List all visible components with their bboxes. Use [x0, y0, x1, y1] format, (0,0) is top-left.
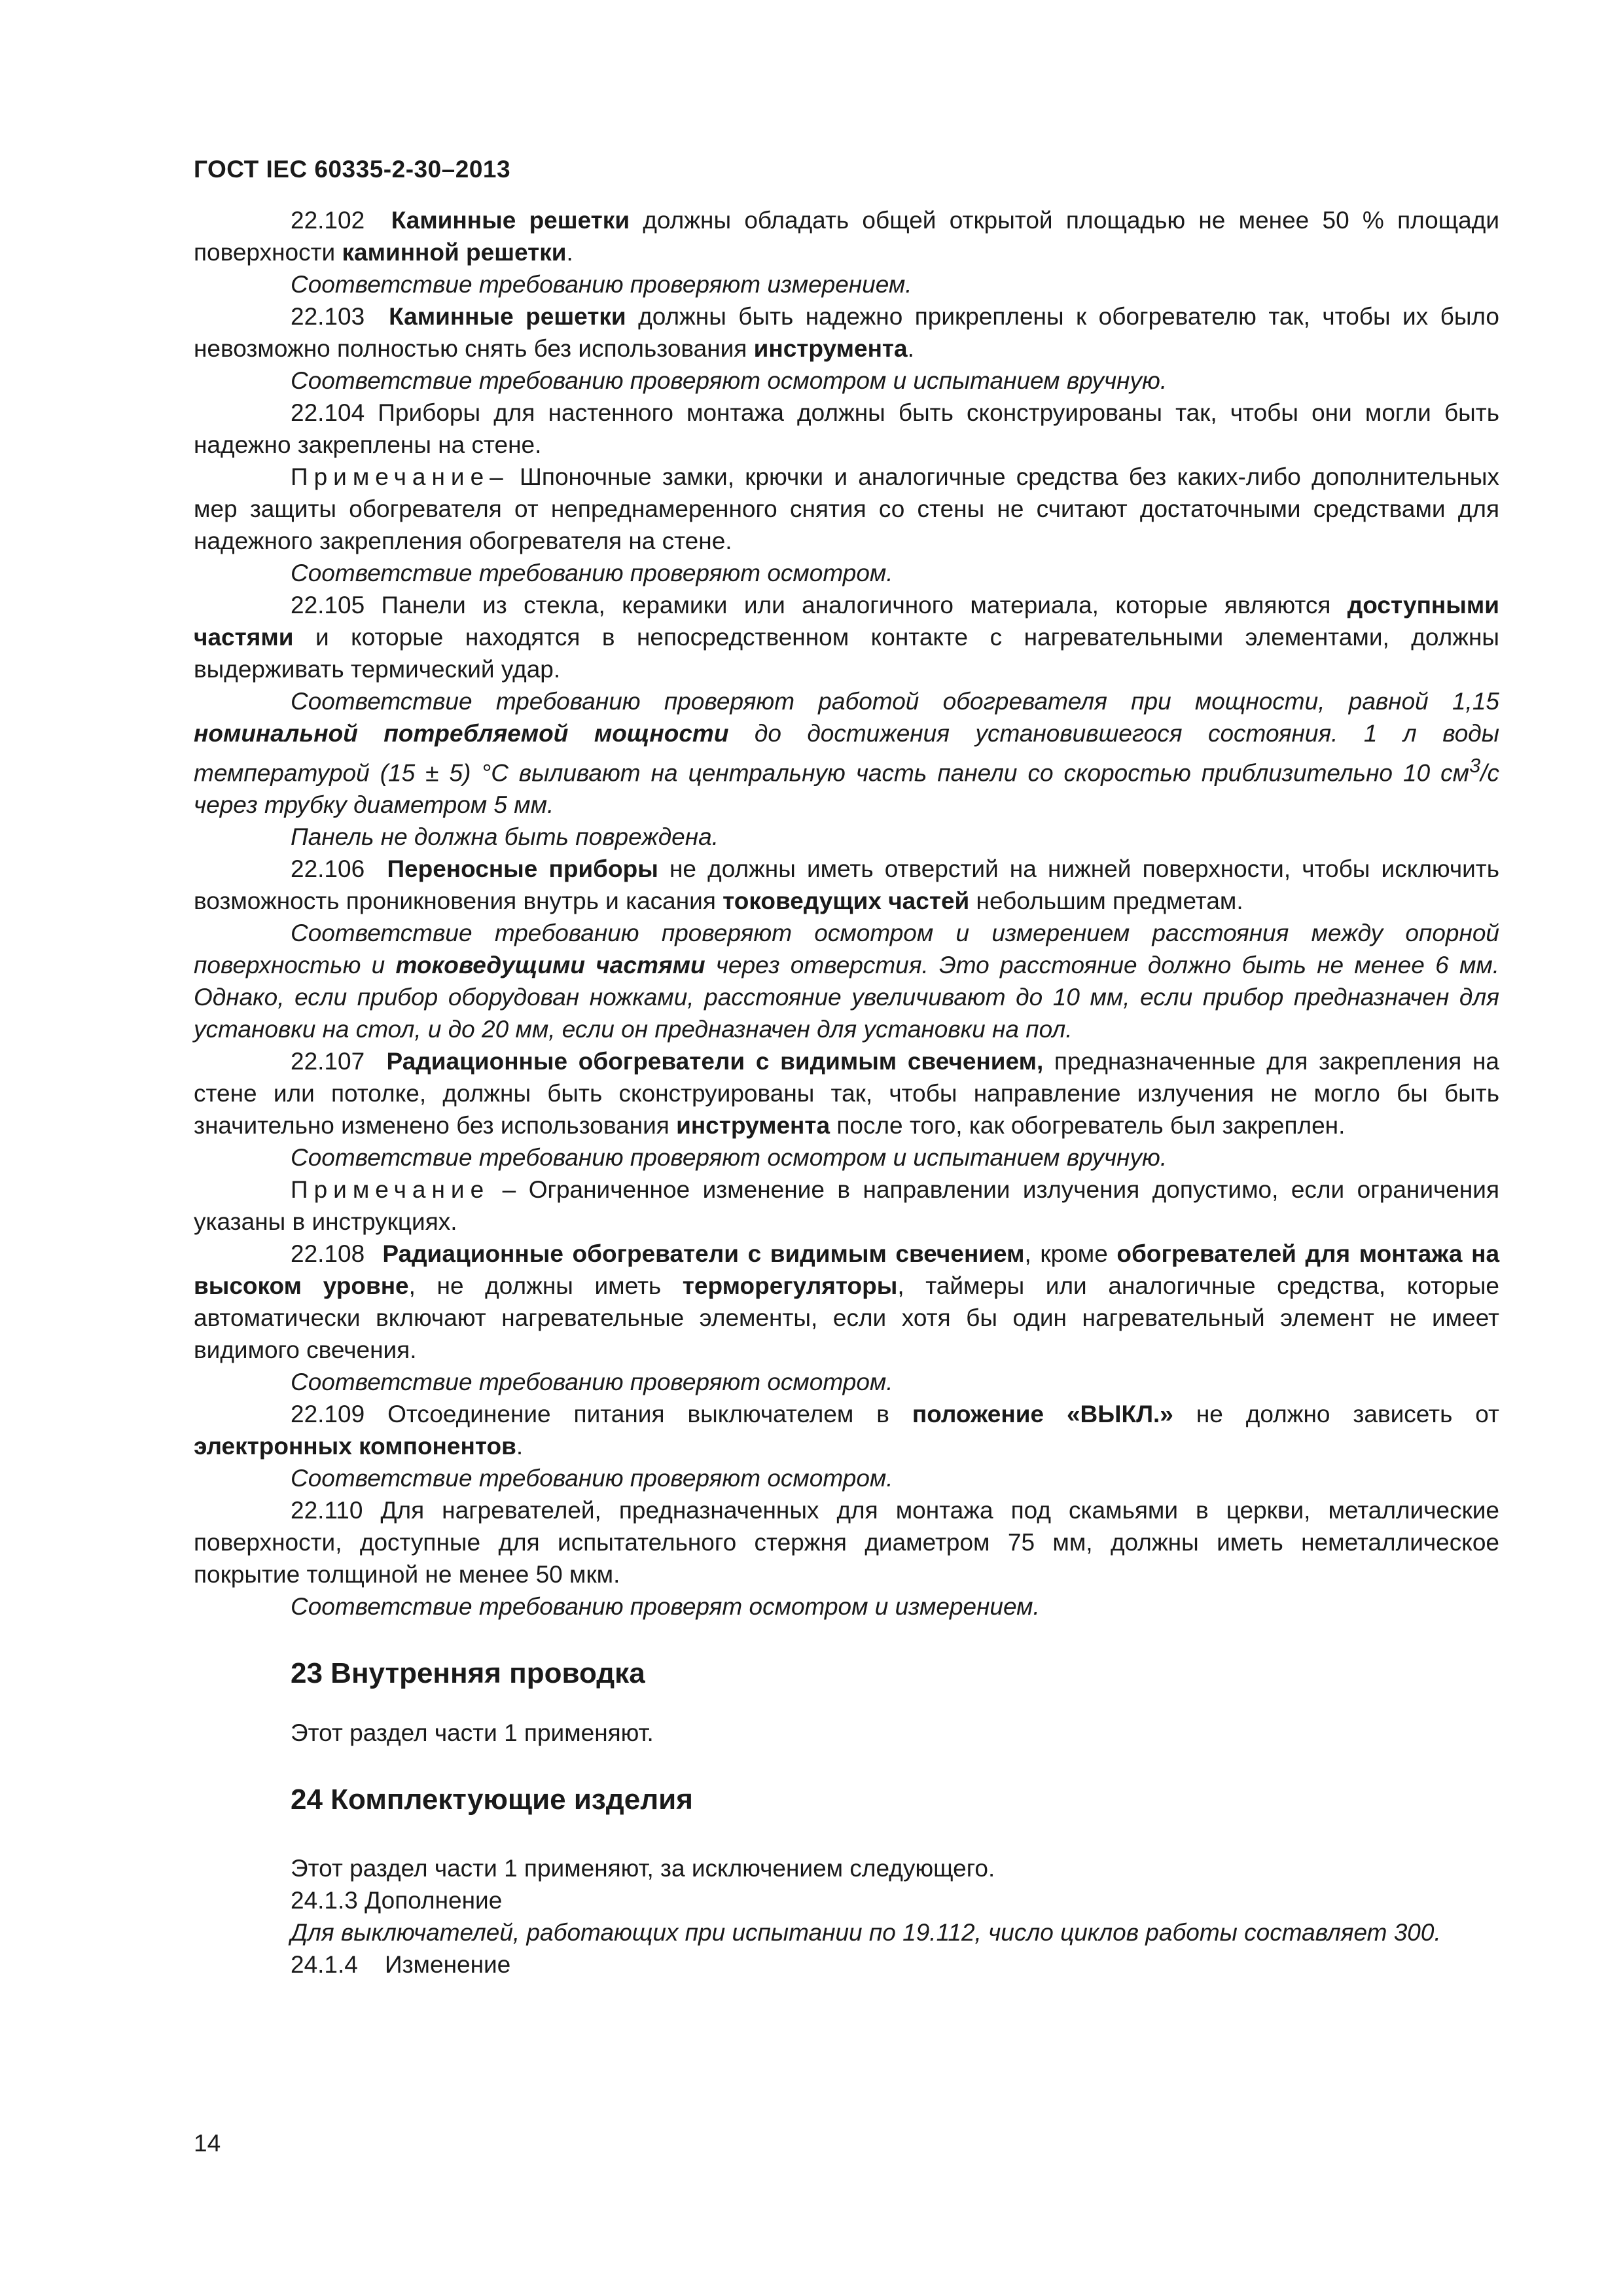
clause-22-105 [194, 589, 1499, 685]
compliance-22-107: Соответствие требованию проверяют осмотром и испытанием вручную. [291, 1144, 1168, 1172]
note-label: Примечание [291, 1176, 490, 1204]
clause-text: небольшим предметам. [969, 888, 1243, 915]
clause-22-104 [194, 397, 1499, 461]
clause-number: 22.103 [291, 303, 365, 330]
compliance-22-104: Соответствие требованию проверяют осмотром. [291, 560, 893, 586]
note-22-107 [194, 1174, 1499, 1238]
document-header: ГОСТ IEC 60335-2-30–2013 [194, 156, 511, 183]
clause-text: . [566, 239, 573, 266]
clause-22-102 [194, 204, 1499, 268]
document-body [194, 204, 1499, 1981]
compliance-22-108: Соответствие требованию проверяют осмотром. [291, 1369, 893, 1396]
clause-number: 22.104 [291, 399, 365, 426]
term: Радиационные обогреватели с видимым свечением, [386, 1048, 1044, 1075]
compliance-text: /с через трубку диаметром 5 мм. [194, 759, 1499, 819]
compliance-22-102: Соответствие требованию проверяют измерением. [291, 271, 912, 298]
note-label: Примечание– [291, 463, 509, 490]
compliance-22-103: Соответствие требованию проверяют осмотром и испытанием вручную. [291, 367, 1168, 394]
clause-22-107 [194, 1045, 1499, 1141]
subclause-24-1-4: 24.1.4 Изменение [291, 1951, 511, 1979]
note-text: Шпоночные замки, крючки и аналогичные средства без каких-либо дополнительных мер защиты обогревателя от непреднамеренного снятия со стены не считают достаточными средствами для надежного закрепления обогревателя на стене. [194, 463, 1499, 554]
clause-text: , таймеры или аналогичные средства, которые автоматически включают нагревательные элементы, если хотя бы один нагревательный элемент не имеет видимого свечения. [194, 1272, 1499, 1364]
term: Переносные приборы [387, 855, 658, 883]
term: Каминные решетки [391, 207, 630, 234]
clause-text: Для нагревателей, предназначенных для монтажа под скамьями в церкви, металлические поверхности, доступные для испытательного стержня диаметром 75 мм, должны иметь неметаллическое покрытие толщиной не менее 50 мкм. [194, 1497, 1499, 1588]
clause-text: не должны иметь отверстий на нижней поверхности, чтобы исключить возможность проникновения внутрь и касания [194, 855, 1500, 915]
clause-number: 22.107 [291, 1048, 365, 1075]
clause-text: и которые находятся в непосредственном контакте с нагревательными элементами, должны выдерживать термический удар. [194, 624, 1499, 683]
note-text: – Ограниченное изменение в направлении излучения допустимо, если ограничения указаны в инструкциях. [194, 1176, 1499, 1236]
clause-number: 22.105 [291, 592, 365, 619]
compliance-22-105 [194, 685, 1499, 821]
note-22-104 [194, 461, 1499, 557]
clause-text: . [516, 1433, 524, 1460]
spacer [194, 1843, 1499, 1852]
clause-text: после того, как обогреватель был закреплен. [830, 1112, 1346, 1139]
subclause-24-1-3-text: Для выключателей, работающих при испытании по 19.112, число циклов работы составляет 300. [291, 1919, 1441, 1946]
term: электронных компонентов [194, 1433, 516, 1460]
term: инструмента [753, 335, 908, 362]
term: терморегуляторы [682, 1272, 898, 1300]
clause-22-106 [194, 853, 1499, 917]
subclause-24-1-3: 24.1.3 Дополнение [291, 1887, 503, 1914]
superscript: 3 [1469, 754, 1481, 777]
term: Каминные решетки [389, 303, 626, 330]
compliance-22-105-result: Панель не должна быть повреждена. [291, 823, 719, 851]
term: обогревателей для монтажа на высоком уровне [194, 1240, 1500, 1300]
term: доступными частями [194, 592, 1499, 651]
clause-text: Панели из стекла, керамики или аналогичного материала, которые являются [365, 592, 1347, 619]
compliance-text: до достижения установившегося состояния. 1 л воды температурой (15 ± 5) °С выливают на центральную часть панели со скоростью приблизительно 10 см [194, 720, 1499, 787]
clause-22-103 [194, 300, 1499, 365]
clause-text: , кроме [1024, 1240, 1117, 1268]
term: инструмента [676, 1112, 830, 1139]
clause-text: Отсоединение питания выключателем в [365, 1401, 912, 1428]
section-title-24: 24 Комплектующие изделия [291, 1784, 693, 1816]
clause-number: 22.109 [291, 1401, 365, 1428]
section-24-text: Этот раздел части 1 применяют, за исключением следующего. [291, 1855, 995, 1882]
compliance-text: через отверстия. Это расстояние должно быть не менее 6 мм. Однако, если прибор оборудован ножками, расстояние увеличивают до 10 мм, если прибор предназначен для установки на стол, и до 20 мм, если он предназначен для установки на пол. [194, 952, 1499, 1043]
page-number: 14 [194, 2130, 221, 2157]
clause-text: не должно зависеть от [1173, 1401, 1499, 1428]
clause-text: , не должны иметь [408, 1272, 683, 1300]
section-title-23: 23 Внутренняя проводка [291, 1657, 645, 1690]
term: положение «ВЫКЛ.» [912, 1401, 1173, 1428]
compliance-22-109: Соответствие требованию проверяют осмотром. [291, 1465, 893, 1492]
clause-number: 22.108 [291, 1240, 365, 1268]
term: Радиационные обогреватели с видимым свечением [382, 1240, 1025, 1268]
compliance-22-110: Соответствие требованию проверят осмотром и измерением. [291, 1593, 1040, 1621]
section-23-text: Этот раздел части 1 применяют. [291, 1719, 654, 1747]
compliance-text: Соответствие требованию проверяют работой обогревателя при мощности, равной 1,15 [291, 688, 1499, 715]
clause-number: 22.102 [291, 207, 365, 234]
clause-22-110 [194, 1494, 1499, 1590]
compliance-22-106 [194, 917, 1499, 1045]
clause-text: должны обладать общей открытой площадью не менее 50 % площади поверхности [194, 207, 1499, 266]
compliance-text: Соответствие требованию проверяют осмотром и измерением расстояния между опорной поверхностью и [194, 920, 1499, 979]
clause-number: 22.110 [291, 1497, 363, 1524]
clause-text: Приборы для настенного монтажа должны быть сконструированы так, чтобы они могли быть надежно закреплены на стене. [194, 399, 1499, 458]
clause-22-108 [194, 1238, 1499, 1366]
term: каминной решетки [342, 239, 567, 266]
clause-text: должны быть надежно прикреплены к обогревателю так, чтобы их было невозможно полностью снять без использования [194, 303, 1500, 362]
clause-number: 22.106 [291, 855, 365, 883]
term: номинальной потребляемой мощности [194, 720, 729, 747]
term: токоведущими частями [395, 952, 705, 979]
term: токоведущих частей [722, 888, 970, 915]
clause-text: . [907, 335, 914, 362]
clause-text: предназначенные для закрепления на стене или потолке, должны быть сконструированы так, чтобы направление излучения не могло бы быть значительно изменено без использования [194, 1048, 1500, 1139]
clause-22-109 [194, 1398, 1499, 1462]
